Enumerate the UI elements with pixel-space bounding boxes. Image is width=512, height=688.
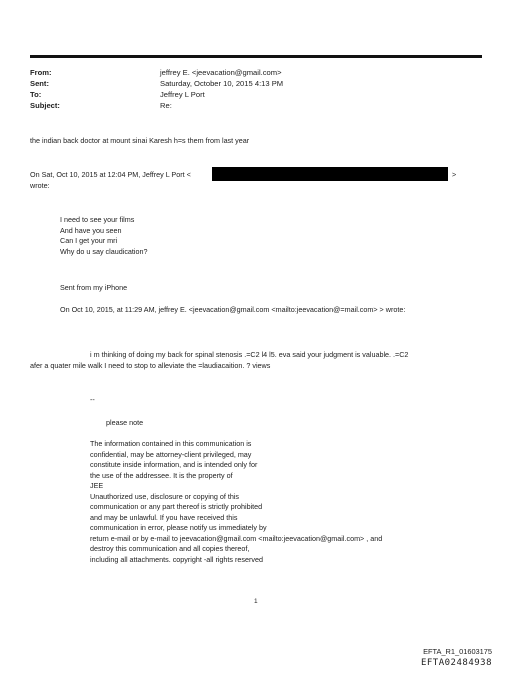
quoted-line: And have you seen xyxy=(60,225,122,235)
disclaimer-line: and may be unlawful. If you have received this xyxy=(90,512,238,522)
disclaimer-line: including all attachments. copyright -all rights reserved xyxy=(90,554,263,564)
quoted-line: Can I get your mri xyxy=(60,236,118,245)
nested-message-line: i m thinking of doing my back for spinal stenosis .=C2 l4 l5. eva said your judgment is valuable. .=C2 xyxy=(90,350,409,359)
sent-label: Sent: xyxy=(30,79,49,88)
bates-number-primary: EFTA_R1_01603175 xyxy=(423,647,492,656)
from-label: From: xyxy=(30,68,52,77)
subject-value: Re: xyxy=(160,101,172,110)
quoted-line: I need to see your films xyxy=(60,215,135,224)
disclaimer-line: Unauthorized use, disclosure or copying of this xyxy=(90,491,240,501)
signature: Sent from my iPhone xyxy=(60,283,128,292)
disclaimer-line: return e-mail or by e-mail to jeevacation@gmail.com <mailto:jeevacation@gmail.com> , and xyxy=(90,533,383,543)
disclaimer-line: the use of the addressee. It is the property of xyxy=(90,470,233,480)
disclaimer-line: JEE xyxy=(90,481,104,490)
page-number: 1 xyxy=(254,598,258,605)
subject-label: Subject: xyxy=(30,101,60,110)
quote-intro-wrote: wrote: xyxy=(30,181,50,190)
from-value: jeffrey E. <jeevacation@gmail.com> xyxy=(160,68,282,77)
to-value: Jeffrey L Port xyxy=(160,90,205,99)
signature-separator: -- xyxy=(90,395,95,404)
disclaimer-line: communication or any part thereof is strictly prohibited xyxy=(90,502,263,511)
bates-number-secondary: EFTA02484938 xyxy=(420,658,492,668)
redaction-bar xyxy=(212,167,448,181)
disclaimer xyxy=(90,439,382,565)
quote-intro-close: > xyxy=(452,170,457,179)
disclaimer-line: constitute inside information, and is intended only for xyxy=(90,460,258,469)
disclaimer-line: confidential, may be attorney-client privileged, may xyxy=(90,449,252,459)
disclaimer-line: communication in error, please notify us immediately by xyxy=(90,523,267,532)
disclaimer-line: destroy this communication and all copies thereof, xyxy=(90,544,250,553)
quoted-message xyxy=(60,215,148,257)
nested-intro: On Oct 10, 2015, at 11:29 AM, jeffrey E. <jeevacation@gmail.com <mailto:jeevacation@=mail.com> > wrote: xyxy=(60,305,406,314)
quoted-line: Why do u say claudication? xyxy=(60,246,148,256)
nested-message-line: afer a quater mile walk I need to stop to alleviate the =laudiacaition. ? views xyxy=(30,361,271,370)
sent-value: Saturday, October 10, 2015 4:13 PM xyxy=(160,79,284,88)
disclaimer-line: The information contained in this communication is xyxy=(90,439,252,448)
please-note: please note xyxy=(106,418,144,427)
quote-intro: On Sat, Oct 10, 2015 at 12:04 PM, Jeffrey L Port < xyxy=(30,170,191,179)
reply-text: the indian back doctor at mount sinai Karesh h=s them from last year xyxy=(30,136,250,145)
header-rule xyxy=(30,55,482,58)
to-label: To: xyxy=(30,90,42,99)
